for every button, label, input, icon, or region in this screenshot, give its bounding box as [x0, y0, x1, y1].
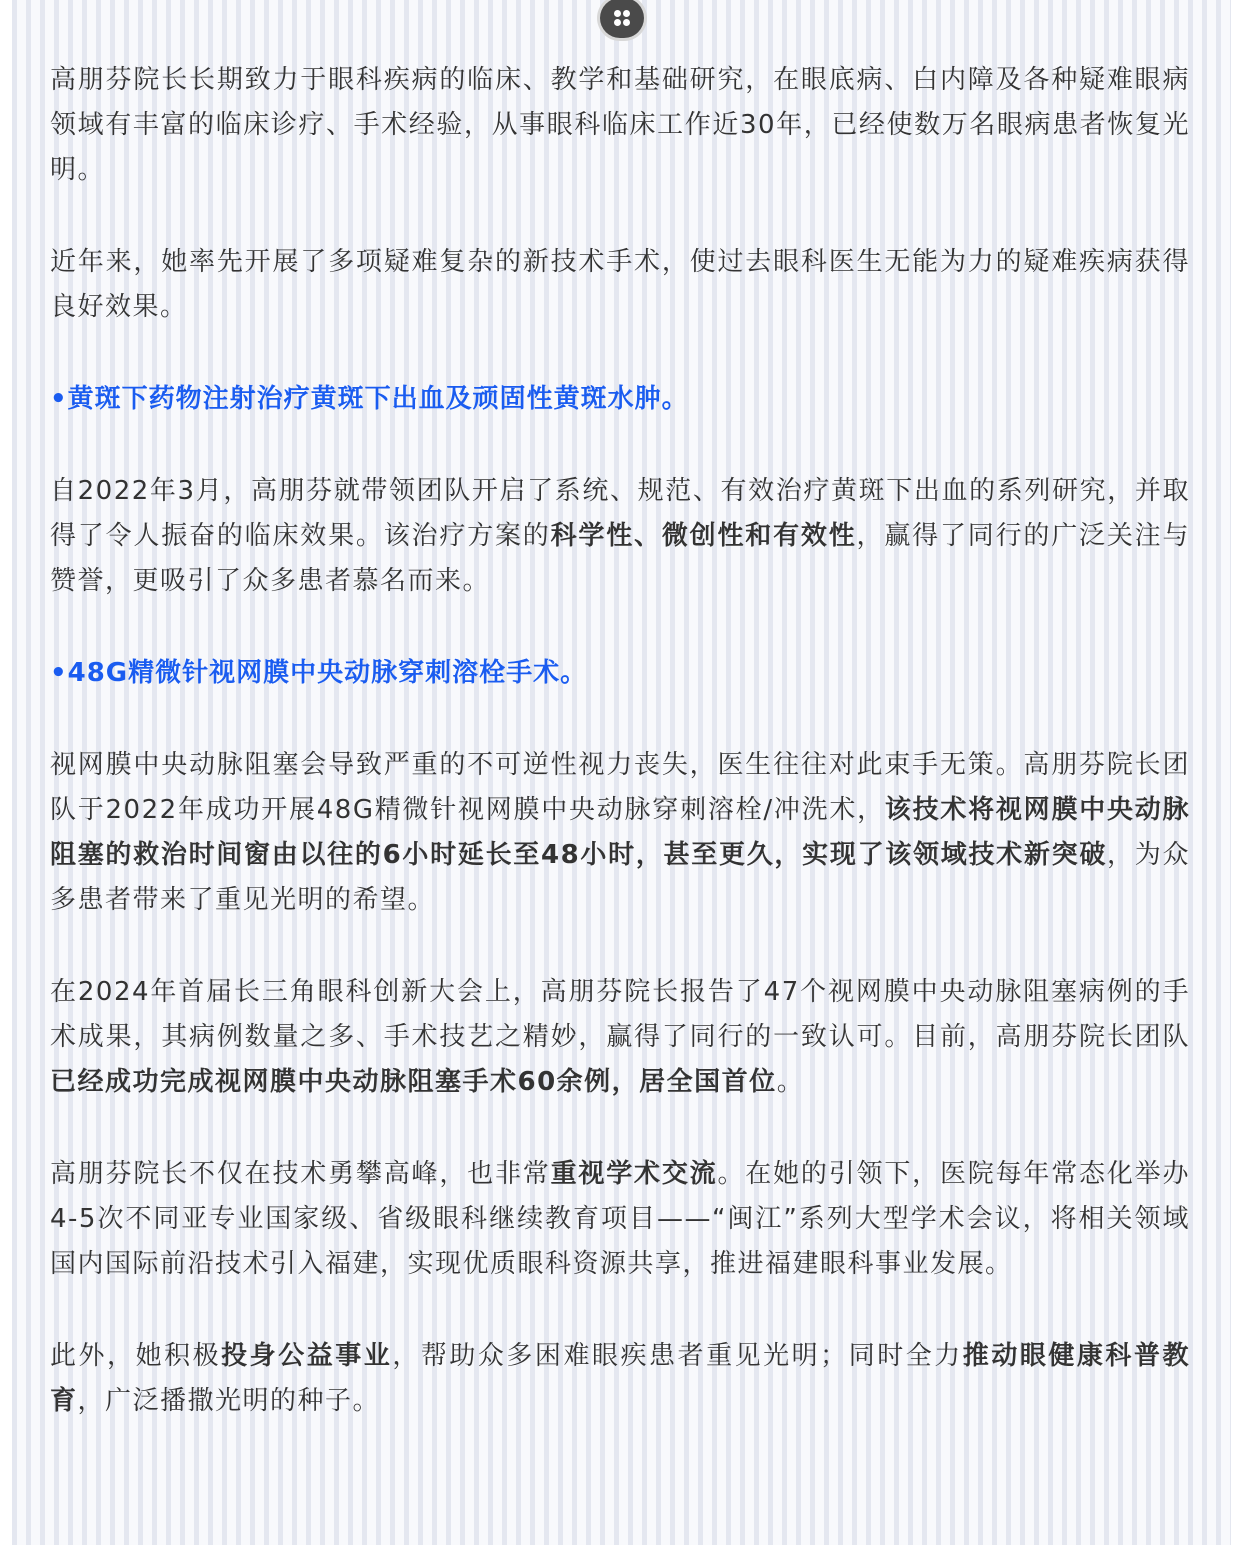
bold-text-run: 推动眼健康科普教育 — [50, 1341, 1190, 1416]
text-run: 自2022年3月，高朋芬就带领团队开启了系统、规范、有效治疗黄斑下出血的系列研究，并取得了令人振奋的临床效果。该治疗方案的 — [50, 476, 1190, 551]
paragraph-new-techniques: 近年来，她率先开展了多项疑难复杂的新技术手术，使过去眼科医生无能为力的疑难疾病获得良好效果。 — [50, 247, 1190, 322]
paragraph-gap — [50, 422, 1190, 469]
handle-dot — [623, 19, 630, 26]
paragraph-gap — [50, 604, 1190, 651]
bold-text-run: 已经成功完成视网膜中央动脉阻塞手术60余例，居全国首位 — [50, 1067, 777, 1097]
bold-text-run: 重视学术交流 — [550, 1159, 718, 1189]
paragraph-retinal-artery — [50, 743, 1190, 923]
paragraph-macular-research — [50, 469, 1190, 604]
text-run: ，赢得了同行的广泛关注与赞誉，更吸引了众多患者慕名而来。 — [50, 521, 1190, 596]
text-run: ，为众多患者带来了重见光明的希望。 — [50, 840, 1190, 915]
paragraph-gap — [50, 923, 1190, 970]
text-run: 视网膜中央动脉阻塞会导致严重的不可逆性视力丧失，医生往往对此束手无策。高朋芬院长团队于2022年成功开展48G精微针视网膜中央动脉穿刺溶栓/冲洗术， — [50, 750, 1190, 825]
bold-text-run: 科学性、微创性和有效性 — [550, 521, 857, 551]
handle-dot — [623, 10, 630, 17]
article-body — [50, 58, 1190, 1424]
text-run: 高朋芬院长不仅在技术勇攀高峰，也非常 — [50, 1159, 551, 1189]
paragraph-gap — [50, 1287, 1190, 1334]
paragraph-intro: 高朋芬院长长期致力于眼科疾病的临床、教学和基础研究，在眼底病、白内障及各种疑难眼病领域有丰富的临床诊疗、手术经验，从事眼科临床工作近30年，已经使数万名眼病患者恢复光明。 — [50, 65, 1190, 185]
paragraph-academic-exchange — [50, 1152, 1190, 1287]
handle-dot — [614, 10, 621, 17]
bold-text-run: 该技术将视网膜中央动脉阻塞的救治时间窗由以往的6小时延长至48小时，甚至更久，实现了该领域技术新突破 — [50, 795, 1190, 870]
section-heading-48g: •48G精微针视网膜中央动脉穿刺溶栓手术。 — [50, 658, 588, 688]
text-run: 在2024年首届长三角眼科创新大会上，高朋芬院长报告了47个视网膜中央动脉阻塞病例的手术成果，其病例数量之多、手术技艺之精妙，赢得了同行的一致认可。目前，高朋芬院长团队 — [50, 977, 1190, 1052]
text-run: ，帮助众多困难眼疾患者重见光明；同时全力 — [392, 1341, 963, 1371]
paragraph-gap — [50, 1105, 1190, 1152]
text-run: ，广泛播撒光明的种子。 — [77, 1386, 381, 1416]
drag-handle-icon[interactable] — [600, 0, 644, 38]
paragraph-gap — [50, 696, 1190, 743]
text-run: 。 — [776, 1067, 805, 1097]
paragraph-gap — [50, 193, 1190, 240]
bold-text-run: 投身公益事业 — [221, 1341, 393, 1371]
text-run: 。在她的引领下，医院每年常态化举办4-5次不同亚专业国家级、省级眼科继续教育项目——“闽江”系列大型学术会议，将相关领域国内国际前沿技术引入福建，实现优质眼科资源共享，推进福建眼科事业发展。 — [50, 1159, 1190, 1279]
handle-dot — [614, 19, 621, 26]
paragraph-conference-report — [50, 970, 1190, 1105]
section-heading-macular: •黄斑下药物注射治疗黄斑下出血及顽固性黄斑水肿。 — [50, 384, 689, 414]
paragraph-gap — [50, 330, 1190, 377]
paragraph-public-welfare — [50, 1334, 1190, 1424]
text-run: 此外，她积极 — [50, 1341, 222, 1371]
